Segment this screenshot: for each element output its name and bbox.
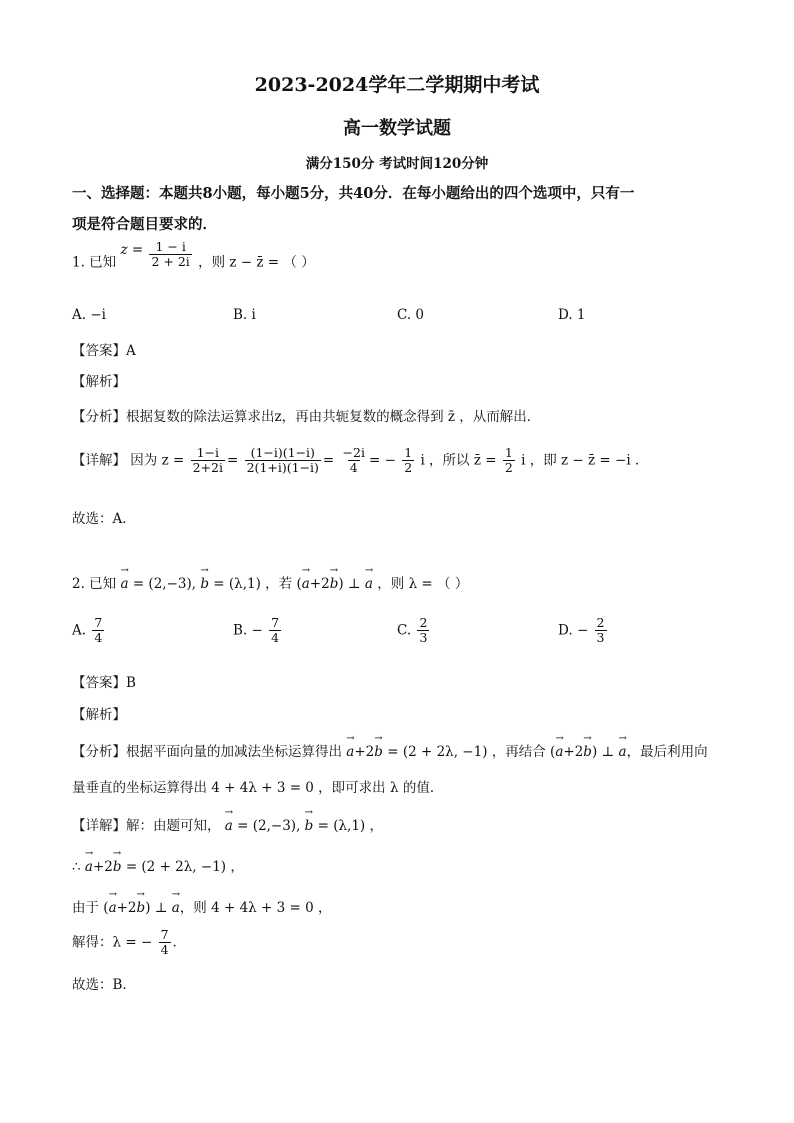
exam-subtitle: 高一数学试题 [343,118,451,139]
q2-option-a [72,616,106,646]
q2-detail-tag: 【详解】 [72,818,126,834]
q2-detail-4-end: ． [172,934,187,951]
q1-detail: 【详解】 因为 z = $\frac{1-i}{2+2i}$ = $\frac{(1-i)(1-i)}{2(1+i)(1-i)}$ = $\frac{-2i}{4}$ = − $\frac{1}{2}$ i ，所以 z̄ = $\frac{1}{2}$ i ，即 z − z̄ = −i ． [72,445,649,476]
q2-option-c-frac [417,616,429,646]
q2-option-a-frac [92,616,104,646]
q2-option-c [397,616,431,646]
section-heading-line2: 项是符合题目要求的． [72,216,217,233]
q2-option-b-den: 4 [271,630,280,646]
perp-symbol: ⊥ [601,744,615,760]
q1-fenxi-text: 根据复数的除法运算求出z，再由共轭复数的概念得到 z̄ ，从而解出． [126,409,541,425]
q1-detail-frac3 [341,446,367,476]
q2-option-b [233,616,283,646]
vector-a: → a [365,576,373,592]
q2-option-d-label: D. [558,622,573,639]
q1-detail-frac1-den: 2+2i [192,460,223,476]
q2-detail-line2: ∴ → a+2→ b = (2 + 2λ, −1) ， [72,855,244,875]
q2-option-d-den: 3 [596,630,605,646]
q2-detail-line4 [72,928,186,958]
q1-detail-pre: 因为 z = [130,452,185,469]
vector-b: → b [330,576,339,592]
q2-option-b-sign: − [251,622,263,639]
perp-symbol: ⊥ [154,900,168,916]
q1-option-c: C. 0 [397,307,425,323]
q2-ask: ，则 λ = （ ） [377,576,469,592]
q1-frac-num: 1 − i [155,239,186,254]
q1-detail-frac2-num: (1−i)(1−i) [250,445,315,460]
q2-detail-4-frac [159,928,171,958]
q2-option-b-label: B. [233,622,248,639]
q2-detail-line3: 由于 (→ a+2→ b) ⊥ → a，则 4 + 4λ + 3 = 0 ， [72,896,332,916]
q2-detail-4-den: 4 [160,942,169,958]
q2-prefix: 2. 已知 [72,576,117,592]
q1-answer-value: A [126,343,136,359]
q1-fenxi-tag: 【分析】 [72,409,126,425]
q2-answer [72,671,136,691]
q2-option-c-label: C. [397,622,412,639]
q1-detail-frac3-den: 4 [349,460,358,476]
q2-stem: 2. 已知 → a = (2,−3), → b = (λ,1) ，若 (→ a+2→ b) ⊥ → a ，则 λ = （ ） [72,572,468,592]
q2-detail [72,814,383,834]
vector-b: → b [583,744,592,760]
exam-title: 2023-2024学年二学期期中考试 [254,74,540,96]
vector-a: → a [85,859,93,875]
q1-option-d: D. 1 [558,307,586,323]
q2-detail-1b: = (λ,1) ， [317,818,383,834]
q1-frac-den: 2 + 2i [151,254,190,270]
vector-a: → a [225,818,233,834]
therefore-symbol: ∴ [72,859,81,875]
q1-prefix: 1. 已知 [72,254,117,271]
q1-detail-end: i ，即 z − z̄ = −i ． [521,452,649,469]
q1-answer-tag: 【答案】 [72,343,126,359]
q2-cond-a: = (2,−3), [132,576,197,592]
q2-option-c-den: 3 [419,630,428,646]
q2-cond-b: = (λ,1) ，若 [213,576,293,592]
q1-detail-tag: 【详解】 [72,452,126,469]
q2-detail-4-pre: 解得：λ = − [72,934,153,951]
q2-detail-1: 解：由题可知， [126,818,221,834]
q2-option-a-num: 7 [94,615,103,630]
q2-option-d-sign: − [576,622,589,639]
q1-detail-frac1-num: 1−i [196,445,220,460]
q1-detail-frac1 [191,446,225,476]
q2-option-b-frac [269,616,281,646]
q2-detail-4-num: 7 [160,927,169,942]
vector-b: → b [305,818,314,834]
q2-fenxi-tag: 【分析】 [72,744,126,760]
perp-symbol: ⊥ [347,576,361,592]
q2-option-d [558,616,609,646]
q2-option-b-num: 7 [271,615,280,630]
q2-detail-3: ，则 4 + 4λ + 3 = 0 ， [179,900,332,916]
q1-option-a: A. −i [72,307,106,323]
q1-detail-half2-den: 2 [504,460,513,476]
vector-a: → a [555,744,563,760]
q2-option-a-den: 4 [94,630,103,646]
q1-detail-mid: i ，所以 z̄ = [420,452,497,469]
q1-detail-half1-num: 1 [404,445,413,460]
q1-stem [72,239,315,278]
q1-detail-half1 [402,446,414,476]
vector-a: → a [172,900,180,916]
exam-meta: 满分150分 考试时间120分钟 [305,156,489,172]
q2-option-d-num: 2 [596,615,605,630]
q1-detail-half2-num: 1 [504,445,513,460]
q2-detail-1a: = (2,−3), [237,818,301,834]
q1-detail-frac2-den: 2(1+i)(1−i) [246,460,319,476]
vector-a: → a [619,744,627,760]
vector-a: → a [302,576,310,592]
q1-detail-frac2 [245,446,321,476]
vector-b: → b [113,859,122,875]
q2-fenxi-line2: 量垂直的坐标运算得出 4 + 4λ + 3 = 0 ，即可求出 λ 的值． [72,780,444,796]
q2-answer-value: B [126,675,136,691]
q2-option-d-frac [595,616,607,646]
q1-detail-half1-den: 2 [404,460,413,476]
q1-analysis-tag: 【解析】 [72,374,126,390]
q1-detail-half2 [503,446,515,476]
vector-a: → a [120,576,128,592]
q2-fenxi: 【分析】根据平面向量的加减法坐标运算得出 → a+2→ b = (2 + 2λ, −1) ，再结合 (→ a+2→ b) ⊥ → a，最后利用向 [72,740,708,760]
q1-detail-frac3-num: −2i [342,445,365,460]
q2-detail-2: = (2 + 2λ, −1) ， [125,859,244,875]
q2-answer-tag: 【答案】 [72,675,126,691]
q2-option-c-num: 2 [419,615,428,630]
q1-option-b: B. i [233,307,256,323]
vector-b: → b [200,576,209,592]
vector-b: → b [137,900,146,916]
q2-detail-3-pre: 由于 [72,900,99,916]
q1-choose: 故选：A． [72,511,136,527]
q2-analysis-tag: 【解析】 [72,707,126,723]
q1-answer [72,339,136,359]
q1-z-lhs: z = [120,242,144,259]
q1-fraction [149,240,191,270]
q1-ask: ，则 z − z̄ = （ ） [198,254,315,271]
vector-b: → b [374,744,383,760]
q2-choose: 故选：B. [72,977,127,993]
q2-fenxi-a: 根据平面向量的加减法坐标运算得出 [126,744,342,760]
section-heading-line1: 一、选择题：本题共8小题，每小题5分，共40分．在每小题给出的四个选项中，只有一 [72,185,635,202]
q2-option-a-label: A. [72,622,87,639]
q2-fenxi-c: ，最后利用向 [626,744,708,760]
vector-a: → a [346,744,354,760]
q1-fenxi [72,405,540,425]
vector-a: → a [109,900,117,916]
q2-fenxi-b: = (2 + 2λ, −1) ，再结合 [387,744,546,760]
